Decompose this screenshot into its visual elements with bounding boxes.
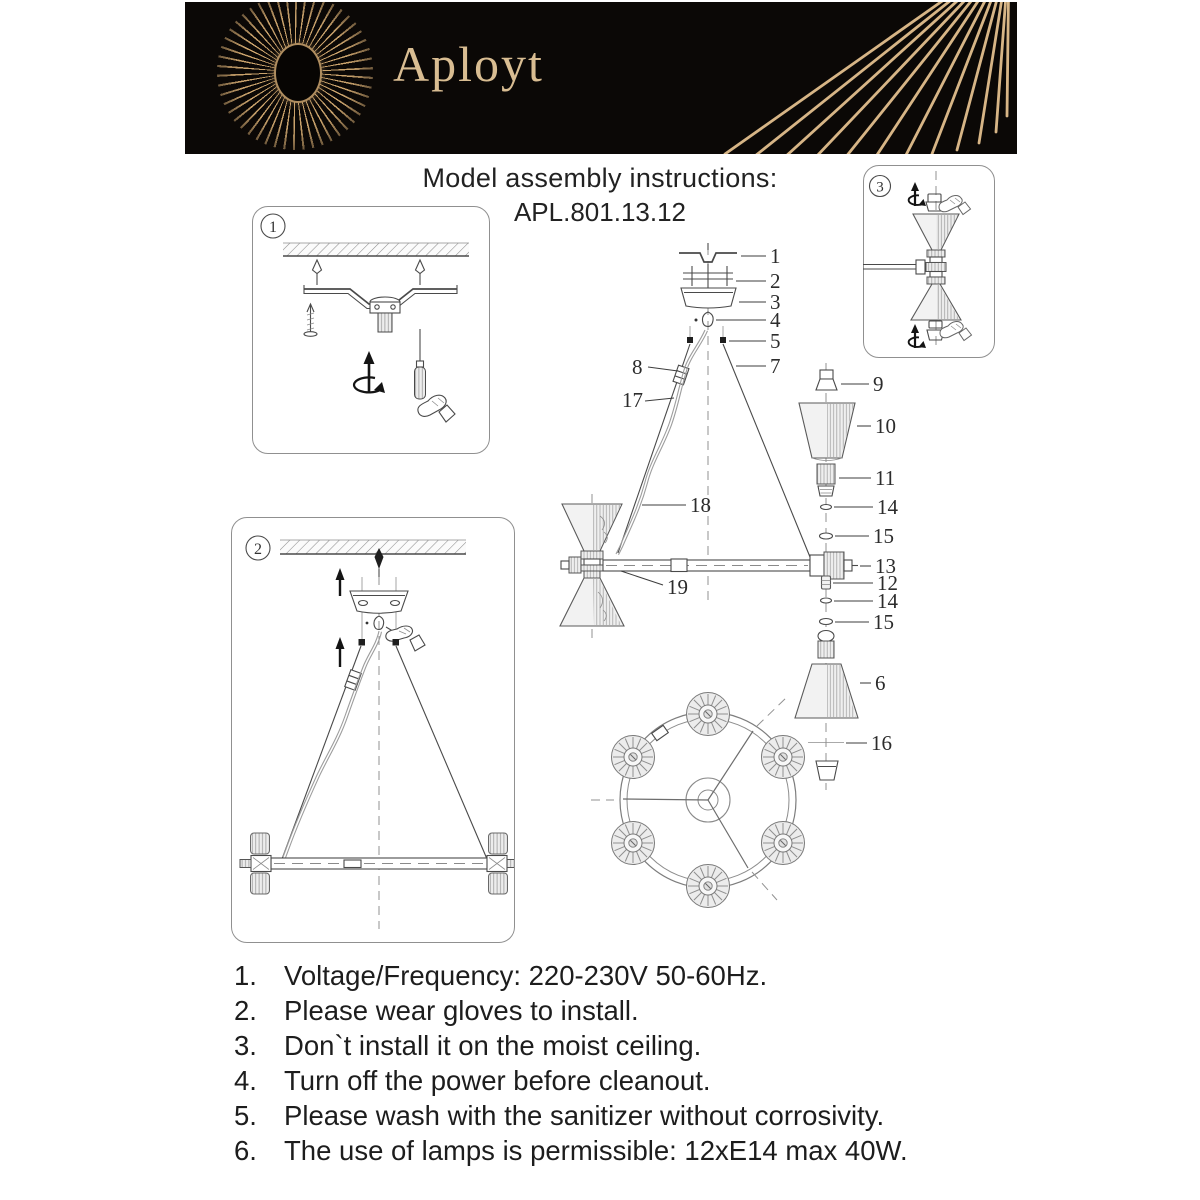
ceiling-drawing (280, 540, 466, 554)
callout-numbers (622, 244, 899, 755)
lift-arrow-top (336, 568, 345, 596)
part-nut-upper (820, 533, 833, 539)
part-callout: 2 (770, 269, 781, 293)
part-callout: 3 (770, 290, 781, 314)
starburst-center (274, 43, 322, 103)
step1-number-badge (261, 214, 285, 238)
rays-decoration-icon (717, 2, 1017, 154)
part-finial (808, 743, 844, 781)
part-callout: 14 (877, 589, 898, 613)
part-callout: 8 (632, 355, 643, 379)
part-washer-upper (821, 505, 832, 510)
item-text: Please wash with the sanitizer without corrosivity. (284, 1100, 885, 1131)
item-number: 2. (234, 995, 257, 1026)
part-callout: 6 (875, 671, 886, 695)
bar-end-right (487, 833, 514, 894)
step1-drawing (251, 205, 489, 453)
part-callout: 9 (873, 372, 884, 396)
part-callout: 11 (875, 466, 896, 490)
rotate-icon-bottom (909, 324, 926, 348)
item-text: The use of lamps is permissible: 12xE14 max 40W. (284, 1135, 908, 1166)
part-socket-upper (817, 464, 835, 496)
part-callout: 12 (877, 571, 898, 595)
model-number: APL.801.13.12 (513, 197, 687, 227)
list-item (234, 1133, 908, 1168)
anchor-right (416, 260, 425, 285)
power-cord (283, 631, 382, 858)
part-horizontal-bar (603, 559, 810, 572)
cable-grip-right (393, 639, 400, 646)
bar-end-left (240, 833, 271, 894)
part-callout: 15 (873, 524, 894, 548)
part-callout: 17 (622, 388, 643, 412)
hand-adjusting-icon (386, 626, 425, 651)
item-text: Turn off the power before cleanout. (284, 1065, 711, 1096)
lamp-cluster (687, 865, 730, 908)
item-text: Please wear gloves to install. (284, 995, 639, 1026)
hand-icon-top (939, 196, 971, 215)
part-callout: 13 (875, 554, 896, 578)
step2-number-badge (246, 536, 270, 560)
suspension-cable-right (723, 344, 810, 557)
suspension-cable-right (396, 646, 487, 859)
part-cross-plate (683, 264, 733, 288)
step2-panel (231, 517, 515, 943)
frame-bar-drawing (271, 858, 497, 869)
part-canopy (681, 288, 736, 308)
part-callout: 19 (667, 575, 688, 599)
part-callout: 14 (877, 495, 898, 519)
part-callout: 5 (770, 329, 781, 353)
mounting-bracket-drawing (304, 285, 457, 332)
item-number: 5. (234, 1100, 257, 1131)
rotate-icon-top (909, 182, 926, 206)
title-line: Model assembly instructions: (422, 163, 778, 193)
part-sleeve (822, 576, 831, 589)
anchor-left (313, 260, 322, 285)
hand-icon-bottom (940, 322, 972, 341)
list-item (234, 1028, 908, 1063)
part-callout: 16 (871, 731, 892, 755)
step1-panel (252, 206, 490, 454)
part-nut-lower (820, 619, 833, 625)
part-cable-grips (687, 326, 726, 343)
svg-text:1: 1 (269, 219, 278, 237)
part-callout: 7 (770, 354, 781, 378)
part-power-cord (616, 330, 708, 555)
part-socket-lower (818, 631, 834, 659)
part-callout: 1 (770, 244, 781, 268)
part-callout: 10 (875, 414, 896, 438)
rotate-up-icon (354, 351, 385, 393)
item-number: 6. (234, 1135, 257, 1166)
screw-drawing (304, 304, 317, 336)
top-view-ring (591, 693, 805, 908)
item-number: 1. (234, 960, 257, 991)
brand-banner (185, 2, 1017, 154)
page-title (0, 163, 1200, 228)
item-number: 4. (234, 1065, 257, 1096)
step3-number-badge (870, 176, 891, 197)
part-lower-shade (795, 664, 858, 718)
hanging-loop (366, 616, 384, 630)
lamp-cluster (612, 736, 655, 779)
lift-arrow-bottom (336, 637, 345, 667)
part-washer-lower (821, 598, 832, 603)
list-item (234, 1063, 908, 1098)
instruction-list (234, 958, 908, 1168)
part-callout: 4 (770, 308, 781, 332)
cable-grip-left (359, 639, 366, 646)
list-item (234, 958, 908, 993)
part-upper-shade (799, 403, 855, 461)
step2-drawing (230, 516, 514, 942)
part-hanging-loop (695, 312, 714, 327)
lamp-cluster (762, 736, 805, 779)
part-lamp-cap (816, 370, 837, 390)
cord-clamp (345, 670, 361, 691)
brand-name: Aployt (393, 36, 544, 92)
item-number: 3. (234, 1030, 257, 1061)
item-text: Voltage/Frequency: 220-230V 50-60Hz. (284, 960, 768, 991)
part-callout: 18 (690, 493, 711, 517)
lamp-cluster (612, 822, 655, 865)
list-item (234, 993, 908, 1028)
canopy-drawing (350, 591, 408, 613)
item-text: Don`t install it on the moist ceiling. (284, 1030, 702, 1061)
ceiling-drawing (283, 243, 469, 256)
lamp-cluster (687, 693, 730, 736)
lamp-cluster (762, 822, 805, 865)
part-callout: 15 (873, 610, 894, 634)
svg-text:2: 2 (254, 541, 263, 559)
exploded-diagram (540, 225, 910, 935)
part-bar-hub (810, 552, 858, 579)
svg-text:3: 3 (876, 179, 885, 196)
list-item (234, 1098, 908, 1133)
hand-with-screwdriver-icon (415, 329, 456, 422)
